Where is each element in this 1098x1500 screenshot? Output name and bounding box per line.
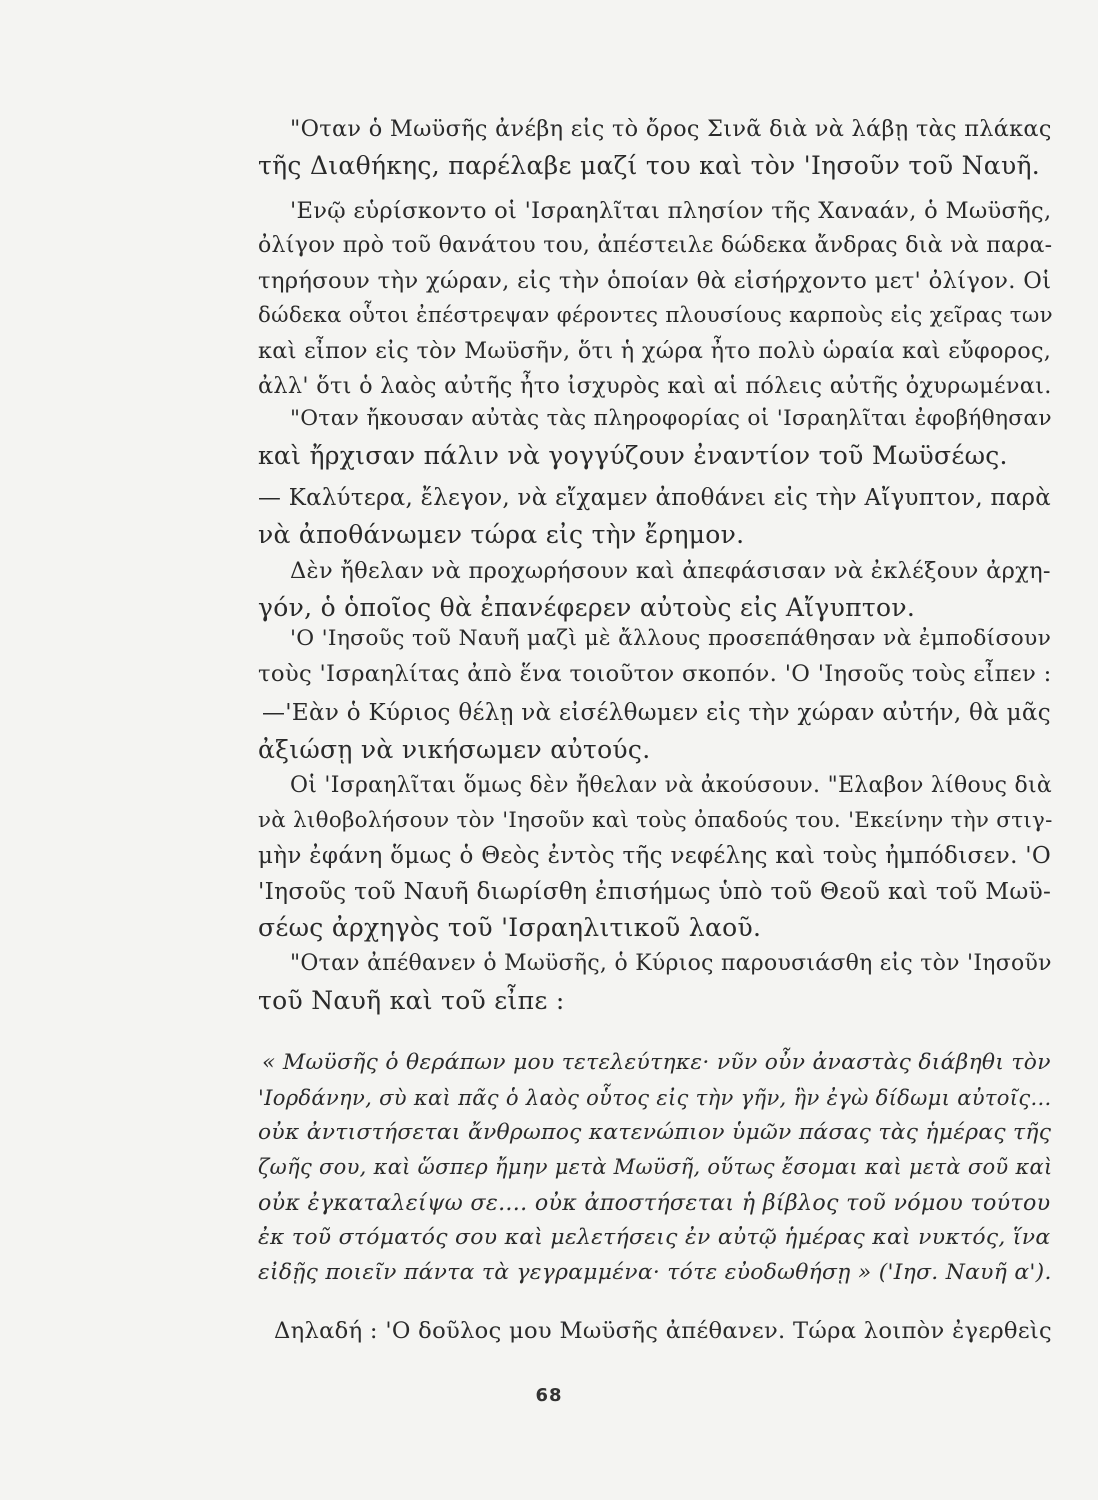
body-text-line: ὀλίγον πρὸ τοῦ θανάτου του, ἀπέστειλε δώδεκα ἄνδρας διὰ νὰ παρα- xyxy=(258,233,1053,258)
quote-line: ἐκ τοῦ στόματός σου καὶ μελετήσεις ἐν αὐτῷ ἡμέρας καὶ νυκτός, ἵνα xyxy=(258,1225,1051,1250)
quote-line: οὐκ ἐγκαταλείψω σε.... οὐκ ἀποστήσεται ἡ βίβλος τοῦ νόμου τούτου xyxy=(258,1190,1051,1216)
body-text-line: Δὲν ἤθελαν νὰ προχωρήσουν καὶ ἀπεφάσισαν νὰ ἐκλέξουν ἀρχη- xyxy=(290,558,1051,584)
body-text-line: μὴν ἐφάνη ὅμως ὁ Θεὸς ἐντὸς τῆς νεφέλης καὶ τοὺς ἠμπόδισεν. 'Ο xyxy=(258,843,1052,869)
body-text-line: τηρήσουν τὴν χώραν, εἰς τὴν ὁποίαν θὰ εἰσήρχοντο μετ' ὀλίγον. Οἱ xyxy=(258,268,1052,294)
body-text-line: τοὺς 'Ισραηλίτας ἀπὸ ἕνα τοιοῦτον σκοπόν. 'Ο 'Ιησοῦς τοὺς εἶπεν : xyxy=(258,661,1052,687)
quote-line: ζωῆς σου, καὶ ὥσπερ ἤμην μετὰ Μωϋσῆ, οὕτως ἔσομαι καὶ μετὰ σοῦ καὶ xyxy=(258,1155,1053,1179)
body-text-line: Δηλαδή : 'Ο δοῦλος μου Μωϋσῆς ἀπέθανεν. Τώρα λοιπὸν ἐγερθεὶς xyxy=(274,1318,1052,1344)
body-text-line: "Οταν ἀπέθανεν ὁ Μωϋσῆς, ὁ Κύριος παρουσιάσθη εἰς τὸν 'Ιησοῦν xyxy=(290,951,1052,976)
body-text-line: δώδεκα οὗτοι ἐπέστρεψαν φέροντες πλουσίους καρποὺς εἰς χεῖρας των xyxy=(258,303,1053,328)
body-text-line: γόν, ὁ ὁποῖος θὰ ἐπανέφερεν αὐτοὺς εἰς Αἴγυπτον. xyxy=(258,593,916,622)
body-text-line: καὶ ἤρχισαν πάλιν νὰ γογγύζουν ἐναντίον τοῦ Μωϋσέως. xyxy=(258,441,1008,470)
body-text-line: 'Ενῷ εὑρίσκοντο οἱ 'Ισραηλῖται πλησίον τῆς Χαναάν, ὁ Μωϋσῆς, xyxy=(290,198,1052,224)
body-text-line: ἀξιώσῃ νὰ νικήσωμεν αὐτούς. xyxy=(258,735,651,764)
body-text-line: 'Ιησοῦς τοῦ Ναυῆ διωρίσθη ἐπισήμως ὑπὸ τοῦ Θεοῦ καὶ τοῦ Μωϋ- xyxy=(258,878,1052,905)
body-text-line: 'Ο 'Ιησοῦς τοῦ Ναυῆ μαζὶ μὲ ἄλλους προσεπάθησαν νὰ ἐμποδίσουν xyxy=(290,626,1052,651)
page-number: 68 xyxy=(535,1385,563,1406)
quote-line: 'Ιορδάνην, σὺ καὶ πᾶς ὁ λαὸς οὗτος εἰς τὴν γῆν, ἣν ἐγὼ δίδωμι αὐτοῖς... xyxy=(258,1085,1052,1110)
body-text-line: τῆς Διαθήκης, παρέλαβε μαζί του καὶ τὸν 'Ιησοῦν τοῦ Ναυῆ. xyxy=(258,151,1040,180)
body-text-line: ἀλλ' ὅτι ὁ λαὸς αὐτῆς ἦτο ἰσχυρὸς καὶ αἱ πόλεις αὐτῆς ὀχυρωμέναι. xyxy=(258,373,1052,399)
quote-line: εἰδῇς ποιεῖν πάντα τὰ γεγραμμένα· τότε εὐοδωθήσῃ » ('Ιησ. Ναυῆ α'). xyxy=(258,1260,1052,1285)
body-text-line: —'Εὰν ὁ Κύριος θέλῃ νὰ εἰσέλθωμεν εἰς τὴν χώραν αὐτήν, θὰ μᾶς xyxy=(262,700,1051,726)
body-text-line: καὶ εἶπον εἰς τὸν Μωϋσῆν, ὅτι ἡ χώρα ἦτο πολὺ ὡραία καὶ εὔφορος, xyxy=(258,338,1052,364)
body-text-line: "Οταν ἤκουσαν αὐτὰς τὰς πληροφορίας οἱ 'Ισραηλῖται ἐφοβήθησαν xyxy=(290,406,1052,431)
body-text-line: — Καλύτερα, ἔλεγον, νὰ εἴχαμεν ἀποθάνει εἰς τὴν Αἴγυπτον, παρὰ xyxy=(258,485,1052,511)
body-text-line: "Οταν ὁ Μωϋσῆς ἀνέβη εἰς τὸ ὄρος Σινᾶ διὰ νὰ λάβῃ τὰς πλάκας xyxy=(290,116,1052,142)
body-text-line: νὰ λιθοβολήσουν τὸν 'Ιησοῦν καὶ τοὺς ὀπαδούς του. 'Εκείνην τὴν στιγ- xyxy=(258,808,1053,833)
body-text-line: Οἱ 'Ισραηλῖται ὅμως δὲν ἤθελαν νὰ ἀκούσουν. "Ελαβον λίθους διὰ xyxy=(290,773,1052,798)
body-text-line: σέως ἀρχηγὸς τοῦ 'Ισραηλιτικοῦ λαοῦ. xyxy=(258,913,762,942)
body-text-line: νὰ ἀποθάνωμεν τώρα εἰς τὴν ἔρημον. xyxy=(258,520,745,549)
quote-line: οὐκ ἀντιστήσεται ἄνθρωπος κατενώπιον ὑμῶν πάσας τὰς ἡμέρας τῆς xyxy=(258,1120,1052,1145)
body-text-line: τοῦ Ναυῆ καὶ τοῦ εἶπε : xyxy=(258,986,565,1015)
quote-line: « Μωϋσῆς ὁ θεράπων μου τετελεύτηκε· νῦν οὖν ἀναστὰς διάβηθι τὸν xyxy=(262,1050,1051,1075)
